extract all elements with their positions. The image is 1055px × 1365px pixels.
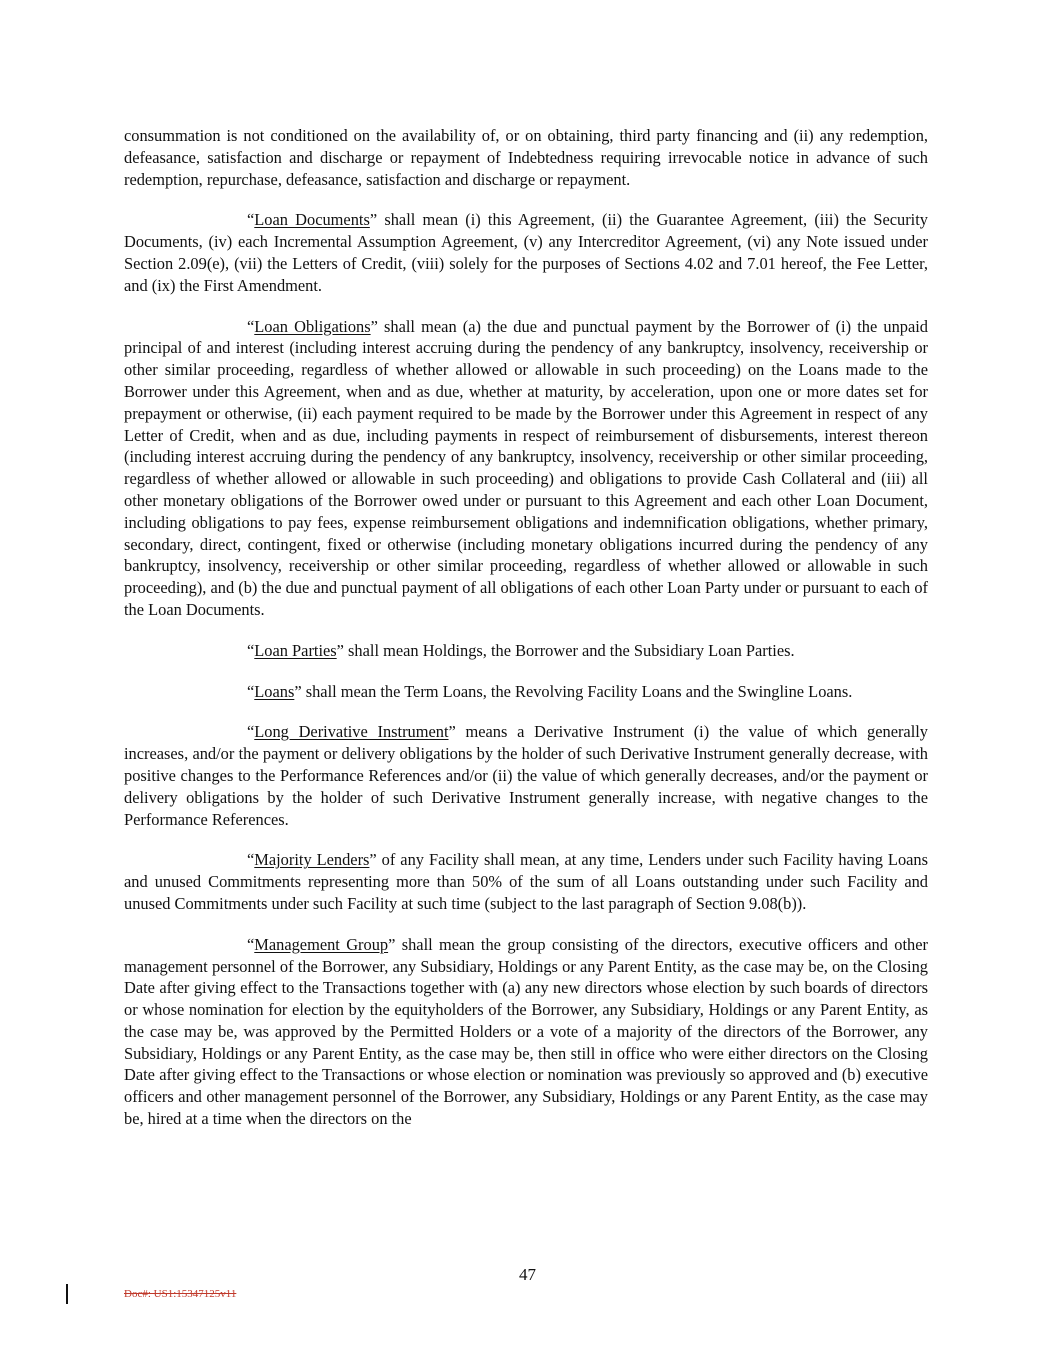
paragraph-continuation	[124, 125, 928, 190]
document-id: Doc#: US1:15347125v11	[124, 1288, 237, 1300]
definition-text: ” shall mean Holdings, the Borrower and the Subsidiary Loan Parties.	[336, 640, 795, 660]
page-number: 47	[519, 1265, 536, 1284]
paragraph-text: consummation is not conditioned on the availability of, or on obtaining, third party financing and (ii) any redemption, defeasance, satisfaction and discharge or repayment of Indebtedness requiring irrevocable notice in advance of such redemption, repurchase, defeasance, satisfaction and discharge or repayment.	[124, 126, 928, 189]
open-quote: “	[247, 210, 255, 230]
definition-loan-obligations	[124, 316, 928, 621]
defined-term: Loan Documents	[254, 210, 370, 230]
definition-long-derivative-instrument	[124, 721, 928, 830]
defined-term: Loans	[254, 681, 295, 701]
open-quote: “	[247, 316, 255, 336]
open-quote: “	[247, 681, 255, 701]
definition-text: ” shall mean (i) this Agreement, (ii) the Guarantee Agreement, (iii) the Security Documents, (iv) each Incremental Assumption Agreement, (v) any Intercreditor Agreement, (vi) any Note issued under Section 2.09(e), (vii) the Letters of Credit, (viii) solely for the purposes of Sections 4.02 and 7.01 hereof, the Fee Letter, and (ix) the First Amendment.	[124, 210, 928, 295]
defined-term: Majority Lenders	[254, 850, 370, 870]
open-quote: “	[247, 850, 255, 870]
definition-loans	[124, 681, 928, 703]
revision-change-bar	[66, 1284, 68, 1304]
definition-text: ” means a Derivative Instrument (i) the value of which generally increases, and/or the payment or delivery obligations by the holder of such Derivative Instrument generally decrease, with positive changes to the Performance References and/or (ii) the value of which generally decreases, and/or the payment or delivery obligations by the holder of such Derivative Instrument generally increase, with negative changes to the Performance References.	[124, 722, 928, 829]
definition-text: ” of any Facility shall mean, at any time, Lenders under such Facility having Loans and unused Commitments representing more than 50% of the sum of all Loans outstanding under such Facility and unused Commitments under such Facility at such time (subject to the last paragraph of Section 9.08(b)).	[124, 850, 928, 913]
definition-management-group	[124, 934, 928, 1130]
definition-text: ” shall mean the group consisting of the directors, executive officers and other management personnel of the Borrower, any Subsidiary, Holdings or any Parent Entity, as the case may be, on the Closing Date after giving effect to the Transactions together with (a) any new directors whose election by such boards of directors or whose nomination for election by the equityholders of the Borrower, any Subsidiary, Holdings or any Parent Entity, as the case may be, was approved by the Permitted Holders or a vote of a majority of the directors of the Borrower, any Subsidiary, Holdings or any Parent Entity, as the case may be, then still in office who were either directors on the Closing Date after giving effect to the Transactions or whose election or nomination was previously so approved and (b) executive officers and other management personnel of the Borrower, any Subsidiary, Holdings or any Parent Entity, as the case may be, hired at a time when the directors on the	[124, 934, 928, 1129]
defined-term: Loan Parties	[254, 640, 337, 660]
open-quote: “	[247, 640, 255, 660]
defined-term: Long Derivative Instrument	[254, 722, 449, 742]
definition-loan-parties	[124, 640, 928, 662]
open-quote: “	[247, 722, 255, 742]
defined-term: Management Group	[254, 934, 389, 954]
definition-loan-documents	[124, 209, 928, 296]
document-body	[124, 125, 928, 1149]
defined-term: Loan Obligations	[254, 316, 371, 336]
definition-text: ” shall mean the Term Loans, the Revolving Facility Loans and the Swingline Loans.	[294, 681, 853, 701]
open-quote: “	[247, 934, 255, 954]
definition-majority-lenders	[124, 849, 928, 914]
definition-text: ” shall mean (a) the due and punctual payment by the Borrower of (i) the unpaid principal of and interest (including interest accruing during the pendency of any bankruptcy, insolvency, receivership or other similar proceeding, regardless of whether allowed or allowable in such proceeding) on the Loans made to the Borrower under this Agreement, when and as due, whether at maturity, by acceleration, upon one or more dates set for prepayment or otherwise, (ii) each payment required to be made by the Borrower under this Agreement in respect of any Letter of Credit, when and as due, including payments in respect of reimbursement of disbursements, interest thereon (including interest accruing during the pendency of any bankruptcy, insolvency, receivership or other similar proceeding, regardless of whether allowed or allowable in such proceeding) and obligations to provide Cash Collateral and (iii) all other monetary obligations of the Borrower owed under or pursuant to this Agreement and each other Loan Document, including obligations to pay fees, expense reimbursement obligations and indemnification obligations, whether primary, secondary, direct, contingent, fixed or otherwise (including monetary obligations incurred during the pendency of any bankruptcy, insolvency, receivership or other similar proceeding, regardless of whether allowed or allowable in such proceeding), and (b) the due and punctual payment of all obligations of each other Loan Party under or pursuant to each of the Loan Documents.	[124, 316, 928, 619]
